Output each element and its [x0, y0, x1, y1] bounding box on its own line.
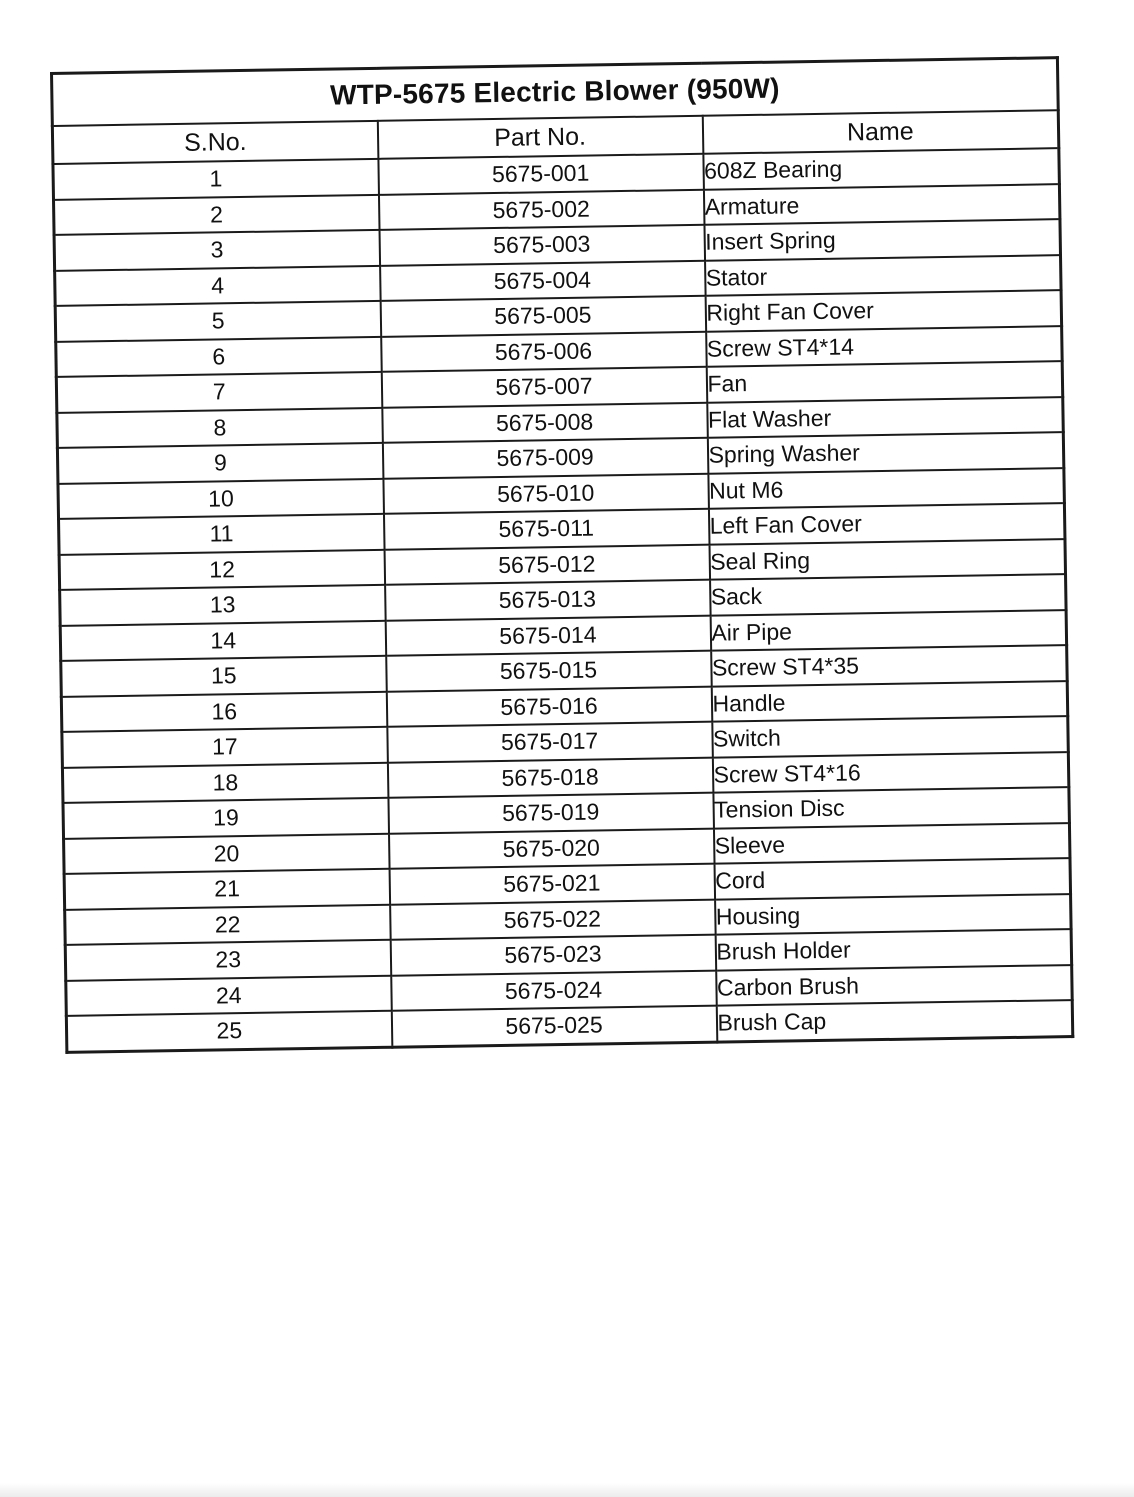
cell-part-no: 5675-024 — [391, 970, 717, 1011]
cell-sno: 4 — [55, 265, 381, 306]
cell-part-no: 5675-015 — [386, 651, 712, 692]
cell-sno: 6 — [56, 336, 382, 377]
cell-part-no: 5675-011 — [383, 509, 709, 550]
cell-sno: 25 — [66, 1011, 392, 1052]
cell-name: Switch — [712, 716, 1069, 757]
cell-name: Screw ST4*14 — [706, 326, 1063, 367]
cell-sno: 16 — [61, 691, 387, 732]
cell-part-no: 5675-004 — [380, 260, 706, 301]
cell-name: Handle — [711, 681, 1068, 722]
cell-name: Air Pipe — [710, 610, 1067, 651]
cell-name: Seal Ring — [709, 539, 1066, 580]
cell-name: Screw ST4*35 — [711, 645, 1068, 686]
cell-part-no: 5675-019 — [388, 793, 714, 834]
cell-name: Tension Disc — [713, 787, 1070, 828]
cell-part-no: 5675-021 — [389, 864, 715, 905]
table-title: WTP-5675 Electric Blower (950W) — [52, 58, 1059, 126]
cell-sno: 23 — [65, 940, 391, 981]
cell-part-no: 5675-013 — [385, 580, 711, 621]
cell-part-no: 5675-001 — [378, 154, 704, 195]
cell-sno: 22 — [65, 904, 391, 945]
cell-name: Fan — [706, 361, 1063, 402]
cell-name: Screw ST4*16 — [712, 752, 1069, 793]
parts-table — [50, 56, 1074, 1053]
cell-part-no: 5675-012 — [384, 544, 710, 585]
parts-list-sheet — [50, 56, 1071, 1053]
column-header-name: Name — [702, 110, 1059, 154]
cell-part-no: 5675-010 — [383, 473, 709, 514]
cell-part-no: 5675-003 — [379, 225, 705, 266]
cell-name: Armature — [703, 184, 1060, 225]
cell-sno: 5 — [55, 301, 381, 342]
cell-sno: 2 — [54, 194, 380, 235]
cell-part-no: 5675-023 — [390, 935, 716, 976]
cell-part-no: 5675-018 — [387, 757, 713, 798]
cell-name: Carbon Brush — [716, 965, 1073, 1006]
cell-sno: 7 — [56, 372, 382, 413]
cell-part-no: 5675-007 — [381, 367, 707, 408]
scan-edge-shadow — [0, 1483, 1134, 1497]
cell-name: Insert Spring — [704, 219, 1061, 260]
cell-part-no: 5675-020 — [388, 828, 714, 869]
cell-sno: 20 — [64, 833, 390, 874]
cell-name: Brush Holder — [715, 929, 1072, 970]
cell-sno: 11 — [59, 514, 385, 555]
cell-sno: 24 — [66, 975, 392, 1016]
cell-name: Sleeve — [713, 823, 1070, 864]
cell-sno: 13 — [60, 585, 386, 626]
cell-sno: 1 — [53, 159, 379, 200]
cell-sno: 15 — [61, 656, 387, 697]
cell-sno: 17 — [62, 727, 388, 768]
cell-part-no: 5675-017 — [387, 722, 713, 763]
cell-name: Cord — [714, 858, 1071, 899]
cell-sno: 3 — [54, 230, 380, 271]
cell-name: Right Fan Cover — [705, 290, 1062, 331]
cell-part-no: 5675-006 — [381, 331, 707, 372]
cell-name: Spring Washer — [707, 432, 1064, 473]
column-header-part-no: Part No. — [377, 116, 703, 159]
cell-sno: 9 — [57, 443, 383, 484]
column-header-sno: S.No. — [52, 121, 378, 164]
cell-part-no: 5675-025 — [391, 1006, 717, 1047]
cell-part-no: 5675-016 — [386, 686, 712, 727]
cell-name: Flat Washer — [707, 397, 1064, 438]
cell-name: Sack — [710, 574, 1067, 615]
cell-part-no: 5675-014 — [385, 615, 711, 656]
cell-sno: 8 — [57, 407, 383, 448]
cell-name: 608Z Bearing — [703, 148, 1060, 189]
cell-sno: 18 — [62, 762, 388, 803]
cell-name: Brush Cap — [716, 1000, 1073, 1042]
table-body — [53, 148, 1073, 1052]
cell-sno: 10 — [58, 478, 384, 519]
cell-sno: 19 — [63, 798, 389, 839]
cell-sno: 14 — [60, 620, 386, 661]
cell-part-no: 5675-005 — [380, 296, 706, 337]
cell-part-no: 5675-002 — [378, 189, 704, 230]
cell-sno: 12 — [59, 549, 385, 590]
cell-part-no: 5675-008 — [382, 402, 708, 443]
cell-part-no: 5675-009 — [382, 438, 708, 479]
cell-name: Nut M6 — [708, 468, 1065, 509]
cell-name: Stator — [705, 255, 1062, 296]
cell-sno: 21 — [64, 869, 390, 910]
cell-part-no: 5675-022 — [390, 899, 716, 940]
cell-name: Left Fan Cover — [708, 503, 1065, 544]
cell-name: Housing — [715, 894, 1072, 935]
